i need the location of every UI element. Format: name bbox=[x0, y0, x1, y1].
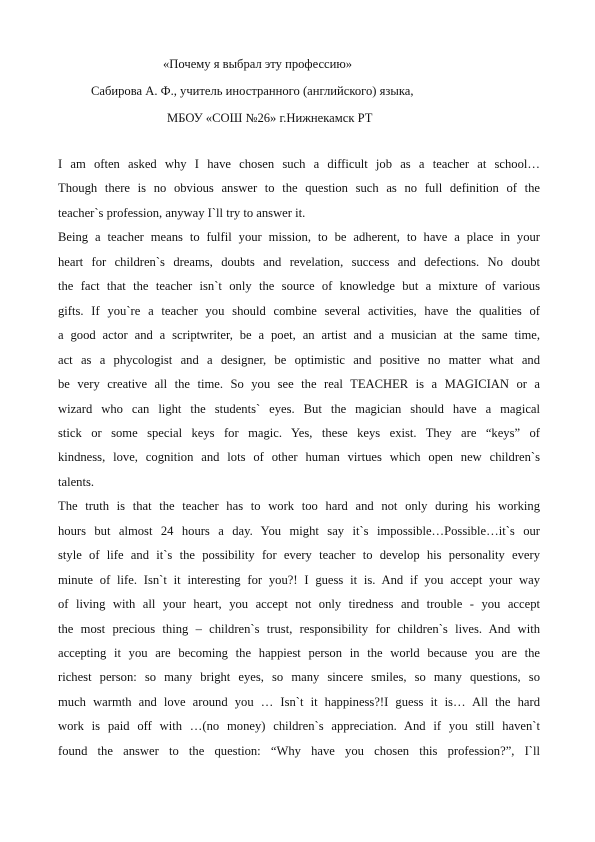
body-text-line: heart for children`s dreams, doubts and revelation, success and defections. No doubt bbox=[58, 254, 540, 269]
body-text-line: Though there is no obvious answer to the question such as no full definition of the bbox=[58, 181, 540, 196]
body-text-line: work is paid off with …(no money) children`s appreciation. And if you still haven`t bbox=[58, 719, 540, 734]
body-text-line: style of life and it`s the possibility for every teacher to develop his personality every bbox=[58, 548, 540, 563]
body-text-line: talents. bbox=[58, 474, 95, 489]
body-text-line: much warmth and love around you … Isn`t it happiness?!I guess it is… All the hard bbox=[58, 694, 540, 709]
body-text-line: act as a phycologist and a designer, be optimistic and positive no matter what and bbox=[58, 352, 540, 367]
body-text-line: found the answer to the question: “Why have you chosen this profession?”, I`ll bbox=[58, 743, 540, 758]
body-text-line: the most precious thing – children`s trust, responsibility for children`s lives. And with bbox=[58, 621, 540, 636]
body-text-line: The truth is that the teacher has to work too hard and not only during his working bbox=[58, 499, 540, 514]
body-text-line: wizard who can light the students` eyes. But the magician should have a magical bbox=[58, 401, 540, 416]
body-text-line: be very creative all the time. So you see the real TEACHER is a MAGICIAN or a bbox=[58, 377, 540, 392]
body-text-line: gifts. If you`re a teacher you should combine several activities, have the qualities of bbox=[58, 303, 540, 318]
body-text-line: kindness, love, cognition and lots of other human virtues which open new children`s bbox=[58, 450, 540, 465]
body-text-line: a good actor and a scriptwriter, be a poet, an artist and a musician at the same time, bbox=[58, 328, 540, 343]
body-text-line: teacher`s profession, anyway I`ll try to answer it. bbox=[58, 205, 306, 220]
body-text-line: richest person: so many bright eyes, so many sincere smiles, so many questions, so bbox=[58, 670, 540, 685]
author-line: Сабирова А. Ф., учитель иностранного (английского) языка, bbox=[91, 84, 414, 98]
body-text-line: minute of life. Isn`t it interesting for you?! I guess it is. And if you accept your way bbox=[58, 572, 540, 587]
body-text-line: Being a teacher means to fulfil your mission, to be adherent, to have a place in your bbox=[58, 230, 540, 245]
body-text-line: hours but almost 24 hours a day. You might say it`s impossible…Possible…it`s our bbox=[58, 523, 540, 538]
body-text-line: of living with all your heart, you accept not only tiredness and trouble - you accept bbox=[58, 597, 540, 612]
body-text-line: the fact that the teacher isn`t only the source of knowledge but a mixture of various bbox=[58, 279, 540, 294]
document-title: «Почему я выбрал эту профессию» bbox=[163, 57, 353, 71]
school-line: МБОУ «СОШ №26» г.Нижнекамск РТ bbox=[167, 111, 373, 125]
body-text-line: stick or some special keys for magic. Yes, these keys exist. They are “keys” of bbox=[58, 425, 540, 440]
body-text-line: I am often asked why I have chosen such a difficult job as a teacher at school… bbox=[58, 157, 540, 171]
body-text-line: accepting it you are becoming the happiest person in the world because you are the bbox=[58, 646, 540, 660]
